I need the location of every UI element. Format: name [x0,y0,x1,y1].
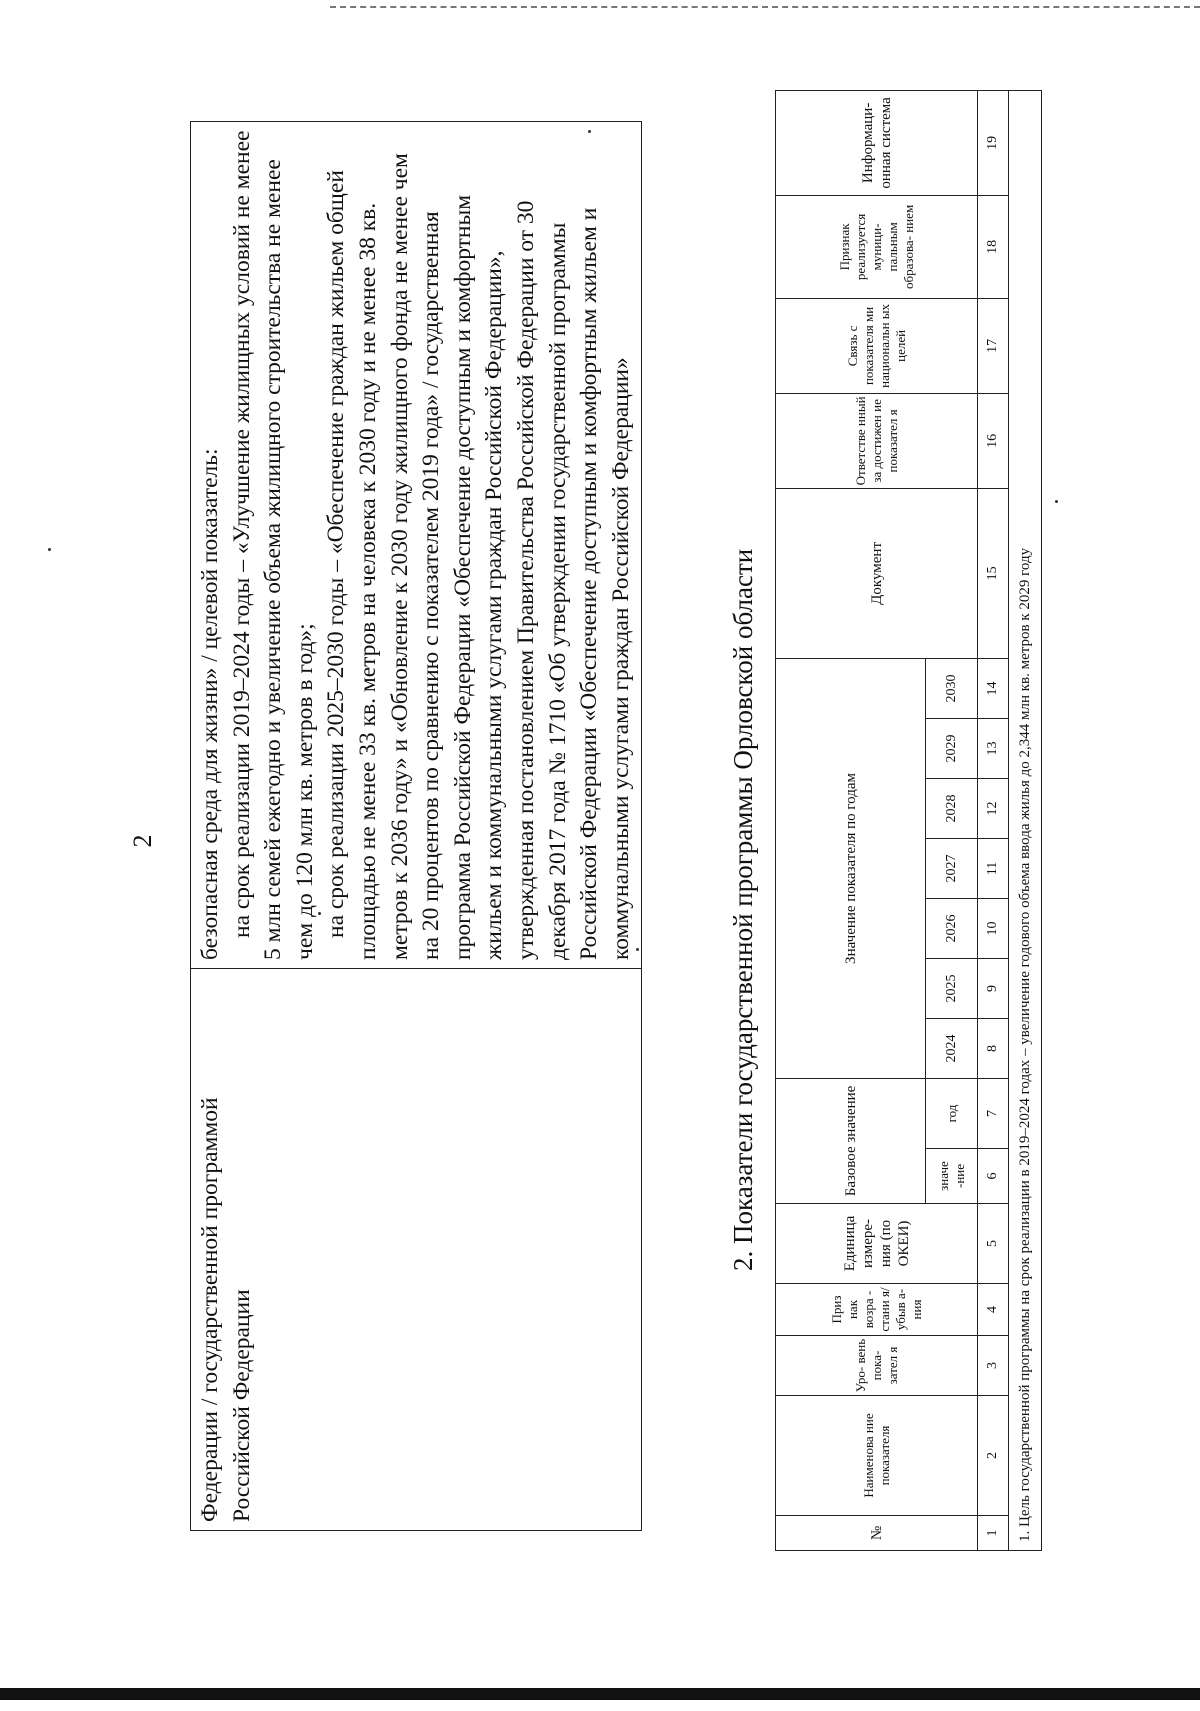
column-number: 16 [978,393,1009,488]
column-number: 10 [978,898,1009,958]
header-year: 2026 [926,898,978,958]
header-base-year: год [926,1078,978,1148]
column-number: 18 [978,195,1009,298]
column-number: 1 [978,1516,1009,1551]
header-year: 2028 [926,778,978,838]
column-number: 5 [978,1204,1009,1284]
header-info-system: Информаци- онная система [776,90,978,195]
column-number: 12 [978,778,1009,838]
column-number: 2 [978,1396,1009,1516]
goal-text: 1. Цель государственной программы на срок реализации в 2019–2024 годах – увеличение годового объема ввода жилья до 2,344 млн кв. метров к 2029 году [1009,90,1042,1550]
header-link-national-goals: Связь с показателя ми национальн ых целей [776,298,978,393]
header-name: Наименова ние показателя [776,1396,978,1516]
header-level: Уро- вень пока- зател я [776,1336,978,1396]
intro-line: на срок реализации 2025–2030 годы – «Обеспечение граждан жильем общей площадью не менее 33 кв. метров на человека к 2030 году и не менее 38 кв. метров к 2036 году» и «Обновление к 2030 году жилищного фонда не менее чем на 20 процентов по сравнению с показателем 2019 года» / государственная программа Российской Федерации «Обеспечение доступным и комфортным жильем и коммунальными услугами граждан Российской Федерации», утвержденная постановлением Правительства Российской Федерации от 30 декабря 2017 года № 1710 «Об утверждении государственной программы Российской Федерации «Обеспечение доступным и комфортным жильем и коммунальными услугами граждан Российской Федерации» [323,153,634,960]
column-number: 11 [978,838,1009,898]
column-number: 3 [978,1336,1009,1396]
intro-line: на срок реализации 2019–2024 годы – «Улучшение жилищных условий не менее 5 млн семей ежегодно и увеличение объема жилищного строительства не менее чем до 120 млн кв. метров в год»; [228,130,318,960]
header-unit: Единица измере- ния (по ОКЕИ) [776,1204,978,1284]
intro-table [190,121,642,1531]
column-number: 6 [978,1149,1009,1204]
column-number: 9 [978,958,1009,1018]
column-number: 13 [978,718,1009,778]
column-number: 15 [978,488,1009,658]
header-year: 2029 [926,718,978,778]
intro-line: безопасная среда для жизни» / целевой показатель: [197,448,223,960]
header-values-by-year: Значение показателя по годам [776,658,926,1078]
header-year: 2024 [926,1018,978,1078]
header-year: 2030 [926,658,978,718]
section-title: 2. Показатели государственной программы Орловской области [728,548,758,1271]
indicators-table [775,90,1042,1551]
header-num: № [776,1516,978,1551]
intro-left-cell [191,969,642,1531]
column-numbers-row [978,90,1009,1550]
header-trend: Приз нак возра - стани я/ убыв а- ния [776,1284,978,1336]
column-number: 7 [978,1078,1009,1148]
header-year: 2025 [926,958,978,1018]
column-number: 4 [978,1284,1009,1336]
header-year: 2027 [926,838,978,898]
column-number: 19 [978,90,1009,195]
column-number: 8 [978,1018,1009,1078]
header-municipal: Признак реализуется муници- пальным образова- нием [776,195,978,298]
page-number: 2 [128,834,157,848]
column-number: 14 [978,658,1009,718]
header-document: Документ [776,488,978,658]
header-base: Базовое значение [776,1078,926,1203]
goal-row [1009,90,1042,1550]
column-number: 17 [978,298,1009,393]
header-responsible: Ответстве нный за достижен ие показател я [776,393,978,488]
header-base-value: значе -ние [926,1149,978,1204]
intro-right-cell [191,122,642,969]
intro-left-text: Федерации / государственной программой Российской Федерации [197,1097,255,1522]
